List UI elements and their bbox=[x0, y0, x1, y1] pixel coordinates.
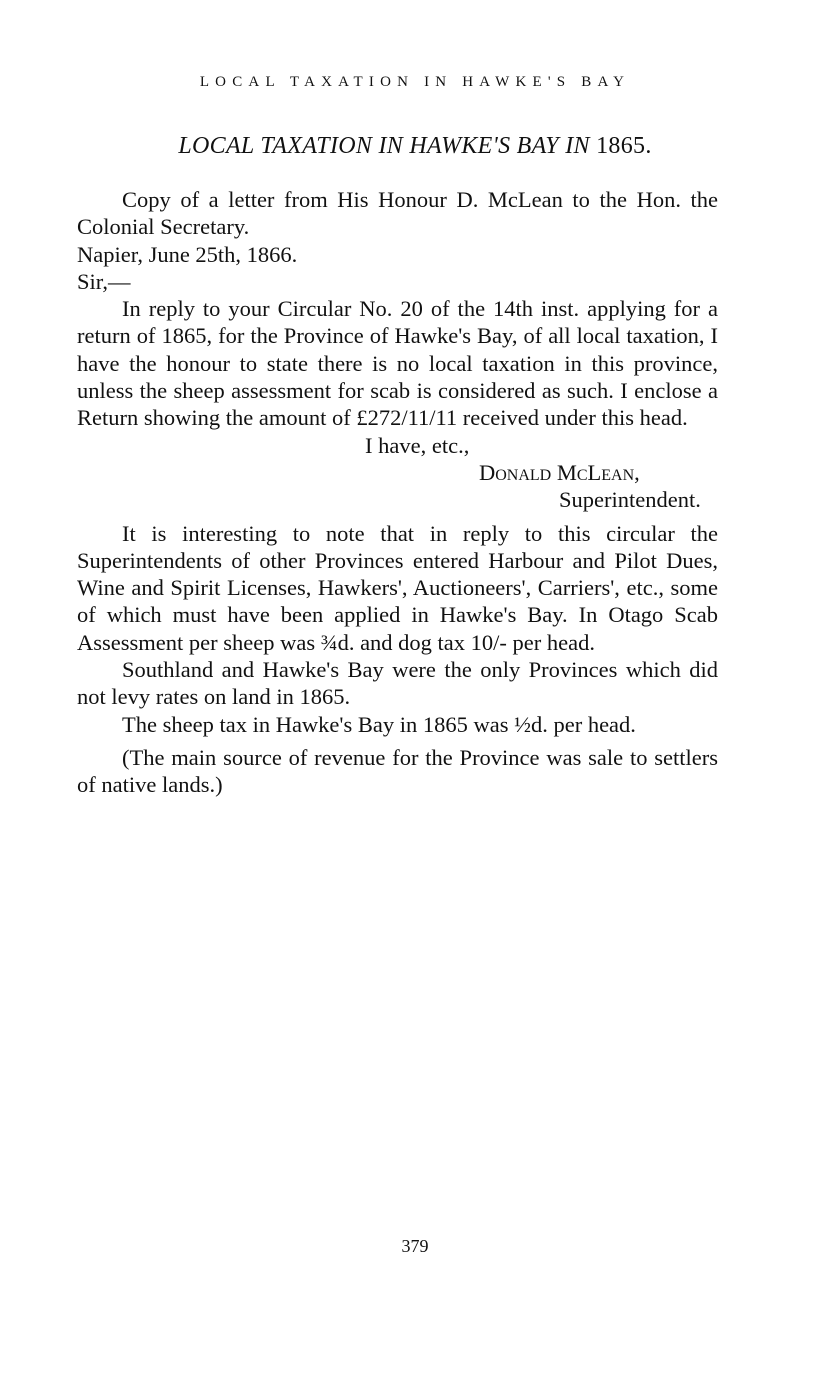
letter-body: In reply to your Circular No. 20 of the 14th inst. applying for a return of 1865, for the Province of Hawke's Bay, of all local taxation, I have the honour to state there is no local taxation in this province, unless the sheep assessment for scab is considered as such. I enclose a Return showing the amount of £272/11/11 received under this head. bbox=[77, 296, 718, 431]
commentary-paragraph-3: The sheep tax in Hawke's Bay in 1865 was ½d. per head. bbox=[122, 711, 636, 737]
document-body bbox=[77, 186, 718, 799]
page-title bbox=[0, 133, 830, 160]
page-number: 379 bbox=[401, 1236, 429, 1256]
running-head: LOCAL TAXATION IN HAWKE'S BAY bbox=[199, 74, 631, 90]
letter-signature: Donald McLean, bbox=[479, 459, 640, 485]
letter-designation: Superintendent. bbox=[559, 487, 701, 513]
commentary-paragraph-1: It is interesting to note that in reply to this circular the Superintendents of other Provinces entered Harbour and Pilot Dues, Wine and Spirit Licenses, Hawkers', Auctioneers', Carriers', etc., some of which must have been applied in Hawke's Bay. In Otago Scab Assessment per sheep was ¾d. and dog tax 10/- per head. bbox=[77, 520, 718, 655]
letter-place-date: Napier, June 25th, 1866. bbox=[77, 241, 298, 267]
letter-salutation: Sir,— bbox=[77, 268, 131, 294]
letter-closing: I have, etc., bbox=[365, 432, 470, 458]
title-year: 1865. bbox=[596, 133, 652, 159]
title-italic-text: LOCAL TAXATION IN HAWKE'S BAY IN bbox=[178, 133, 590, 159]
letter-intro: Copy of a letter from His Honour D. McLean to the Hon. the Colonial Secretary. bbox=[77, 187, 718, 240]
commentary-paragraph-2: Southland and Hawke's Bay were the only Provinces which did not levy rates on land in 1865. bbox=[77, 657, 718, 710]
commentary-paragraph-4: (The main source of revenue for the Province was sale to settlers of native lands.) bbox=[77, 744, 718, 798]
